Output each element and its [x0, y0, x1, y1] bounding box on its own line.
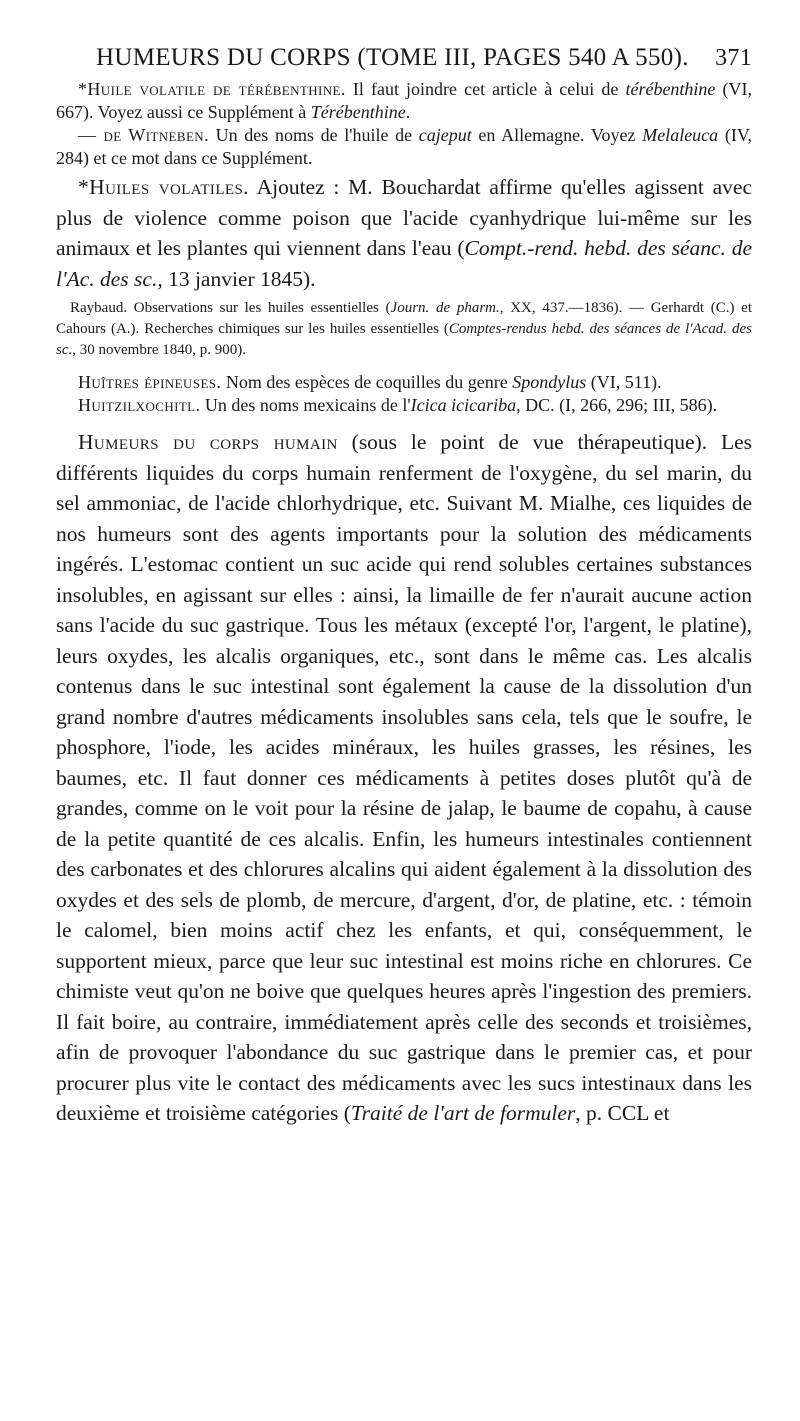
entry-headword: *Huiles volatiles.	[78, 175, 249, 199]
entry-headword: — de Witneben.	[78, 125, 209, 145]
entry-text: Nom des espèces de coquilles du genre	[221, 372, 513, 392]
running-header	[56, 44, 752, 72]
entry-headword: Huitzilxochitl.	[78, 395, 201, 415]
reference-text: , XX, 437.—1836).	[499, 300, 623, 316]
entry-witneben	[56, 124, 752, 170]
reference-text: Raybaud. Observations sur les huiles essentielles (	[70, 300, 391, 316]
entry-huitres-epineuses	[56, 371, 752, 394]
reference-italic: Journ. de pharm.	[390, 300, 500, 316]
entry-text: , DC. (I, 266, 296; III, 586).	[516, 395, 718, 415]
entry-text: , 13 janvier 1845).	[157, 266, 316, 291]
reference-italic: Comptes-rendus hebd. des séances de l'Acad. des sc.	[56, 321, 752, 358]
page-number: 371	[715, 45, 752, 71]
entry-huitzilxochitl	[56, 394, 752, 417]
entry-text: (VI, 667). Voyez aussi ce Supplément à	[56, 79, 752, 122]
entry-text: (VI, 511).	[586, 372, 662, 392]
entry-italic: Térébenthine	[310, 102, 406, 122]
entry-headword: Humeurs du corps humain	[78, 430, 338, 454]
reference-text: — Gerhardt (C.) et Cahours (A.). Recherches chimiques sur les huiles essentielles (	[56, 300, 752, 337]
entry-italic: Traité de l'art de formuler	[350, 1101, 576, 1125]
entry-text: (IV, 284) et ce mot dans ce Supplément.	[56, 125, 752, 168]
entry-italic: Compt.-rend. hebd. des séanc. de l'Ac. des sc.	[56, 236, 752, 291]
entry-huile-volatile-terebenthine	[56, 78, 752, 124]
entry-text: , p. CCL et	[575, 1101, 670, 1125]
entry-text: Il faut joindre cet article à celui de	[345, 79, 626, 99]
entry-italic: Icica icicariba	[410, 395, 517, 415]
references-block	[56, 298, 752, 361]
entry-italic: Melaleuca	[642, 125, 719, 145]
entry-text: Un des noms mexicains de l'	[200, 395, 411, 415]
entry-text: (sous le point de vue thérapeutique). Les différents liquides du corps humain renferment de l'oxygène, du sel marin, du sel ammoniac, de l'acide chlorhydrique, etc. Suivant M. Mialhe, ces liquides de nos humeurs sont des agents importants pour la solution des médicaments ingérés. L'estomac contient un suc acide qui rend solubles certaines substances insolubles, en agissant sur elles : ainsi, la limaille de fer n'aurait aucune action sans l'acide du suc gastrique. Tous les métaux (excepté l'or, l'argent, le platine), leurs oxydes, les alcalis organiques, etc., sont dans le même cas. Les alcalis contenus dans le suc intestinal sont également la cause de la dissolution d'un grand nombre d'autres médicaments insolubles sans cela, tels que le soufre, le phosphore, l'iode, les acides minéraux, les huiles grasses, les résines, les baumes, etc. Il faut donner ces médicaments à petites doses plutôt qu'à de grandes, comme on le voit pour la résine de jalap, le baume de copahu, à cause de la petite quantité de ces alcalis. Enfin, les humeurs intestinales contiennent des carbonates et des chlorures alcalins qui aident également à la dissolution des oxydes et des sels de plomb, de mercure, d'argent, d'or, de platine, etc. : témoin le calomel, bien moins actif chez les enfants, et qui, conséquemment, le supportent mieux, parce que leur suc intestinal est moins riche en chlorures. Ce chimiste veut qu'on ne boive que quelques heures après l'ingestion des premiers. Il fait boire, au contraire, immédiatement après celle des seconds et troisièmes, afin de provoquer l'abondance du suc gastrique dans le premier cas, et pour procurer plus vite le contact des médicaments avec les sucs intestinaux dans les deuxième et troisième catégories (	[56, 430, 752, 1125]
entry-headword: Huîtres épineuses.	[78, 372, 222, 392]
running-title: HUMEURS DU CORPS (TOME III, PAGES 540 A 550).	[96, 44, 689, 71]
entry-headword: *Huile volatile de térébenthine.	[78, 79, 346, 99]
entry-text: Un des noms de l'huile de	[209, 125, 419, 145]
entry-italic: cajeput	[418, 125, 472, 145]
entry-text: en Allemagne. Voyez	[471, 125, 643, 145]
entry-italic: Spondylus	[512, 372, 587, 392]
entry-humeurs-du-corps-humain	[56, 427, 752, 1129]
entry-huiles-volatiles	[56, 172, 752, 294]
entry-text: .	[405, 102, 411, 122]
reference-text: , 30 novembre 1840, p. 900).	[72, 342, 246, 358]
entry-text: Ajoutez : M. Bouchardat affirme qu'elles agissent avec plus de violence comme poison que l'acide cyanhydrique lui-même sur les animaux et les plantes qui viennent dans l'eau (	[56, 175, 753, 260]
entry-italic: térébenthine	[625, 79, 716, 99]
